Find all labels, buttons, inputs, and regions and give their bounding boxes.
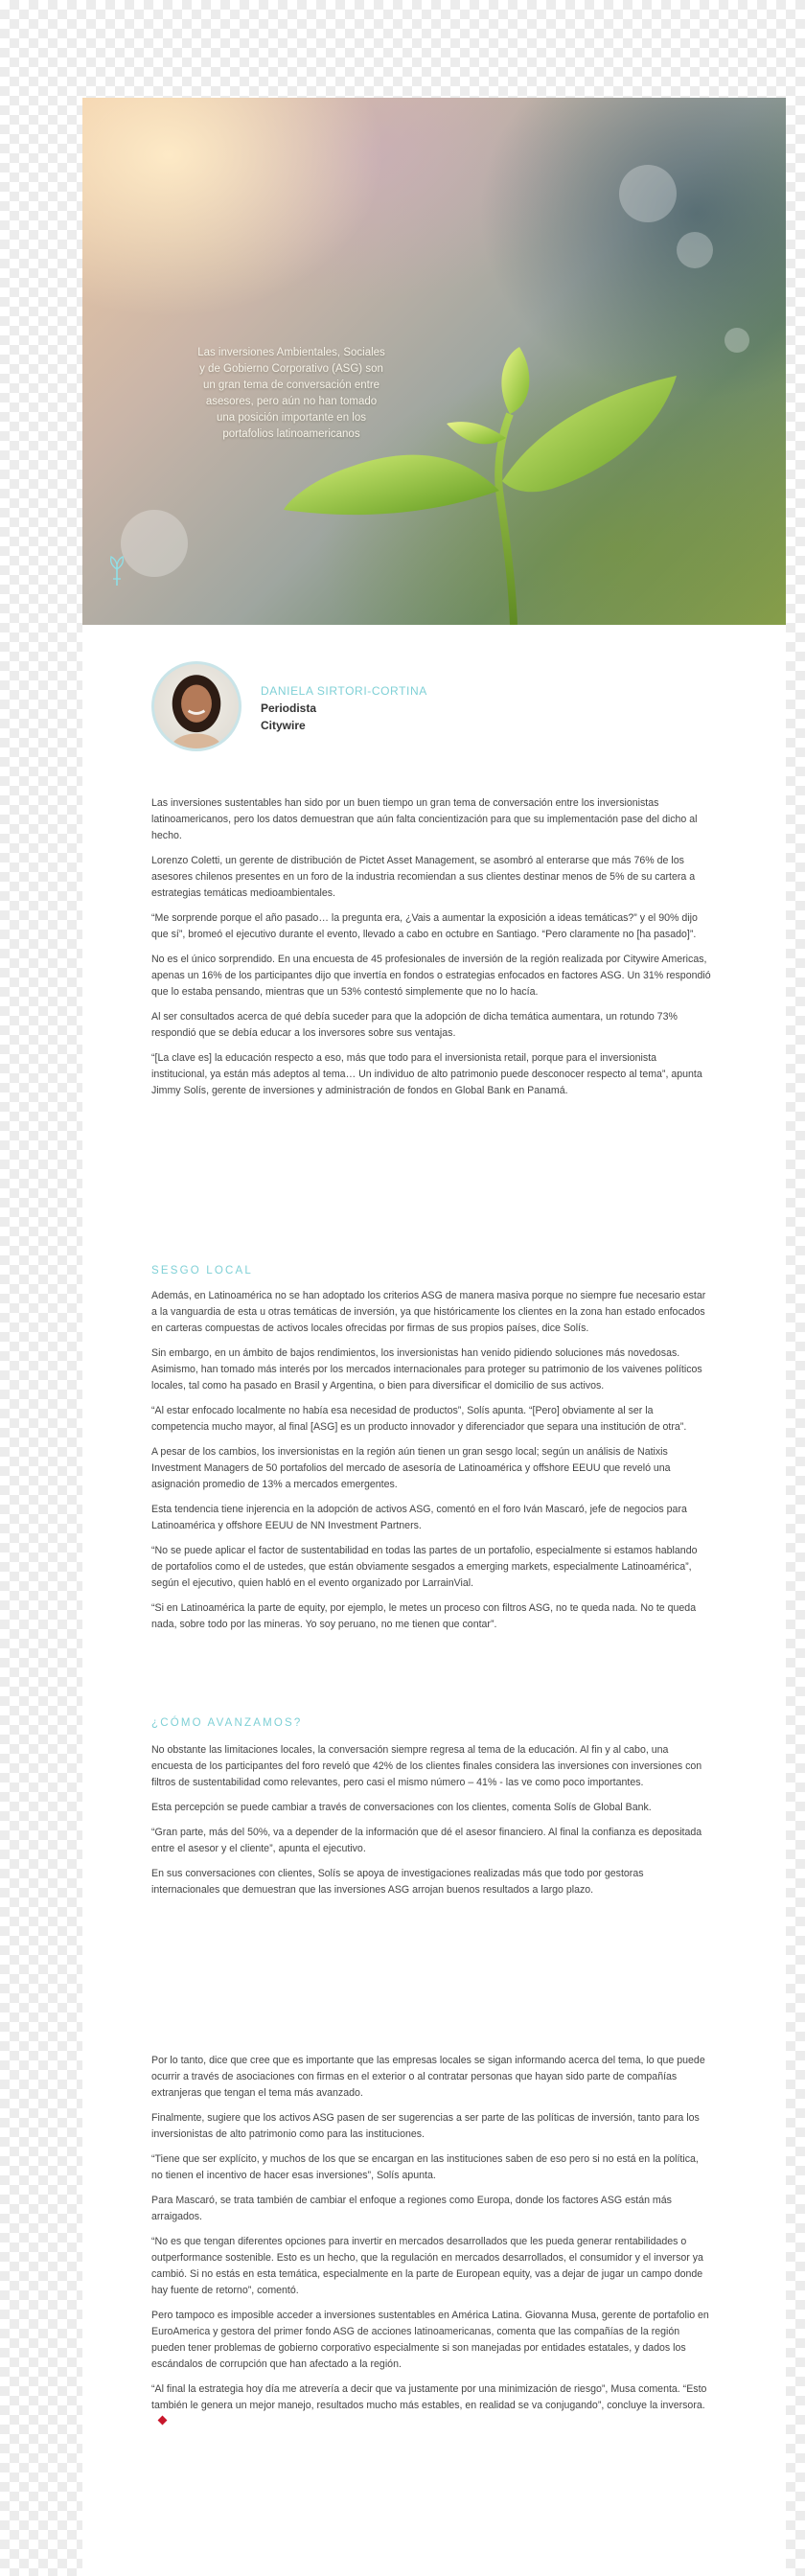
paragraph: No es el único sorprendido. En una encuesta de 45 profesionales de inversión de la región realizada por Citywire Americas, apenas un 16% de los participantes dijo que invertía en fondos o estrategias enfocados en factores ASG. Un 31% respondió que lo estaba pensando, mientras que un 53% contestó simplemente que no lo hacía.: [151, 954, 711, 998]
section-local-bias: [151, 1288, 711, 1642]
paragraph: Además, en Latinoamérica no se han adoptado los criterios ASG de manera masiva porque no siempre fue necesario estar a la vanguardia de esta u otras temáticas de inversión, ya que históricamente los clientes en la zona han estado enfocados en carteras compuestas de activos locales ofrecidas por firmas de sus propios países, dice Solís.: [151, 1290, 706, 1334]
paragraph: “No se puede aplicar el factor de sustentabilidad en todas las partes de un portafolio, especialmente si estamos hablando de portafolios como el de ustedes, que están obviamente sesgados a emerging markets, especialmente Latinoamérica”, según el ejecutivo, quien habló en el evento organizado por LarrainVial.: [151, 1545, 698, 1589]
paragraph: “Tiene que ser explícito, y muchos de los que se encargan en las instituciones saben de eso pero si no está en la política, no tienen el incentivo de hacer esas inversiones”, Solís apunta.: [151, 2153, 699, 2181]
paragraph: Al ser consultados acerca de qué debía suceder para que la adopción de dicha temática aumentara, un rotundo 73% respondió que se debía educar a los inversores sobre sus ventajas.: [151, 1011, 678, 1039]
leaf-logo-icon: [107, 556, 126, 586]
author-outlet: Citywire: [261, 719, 306, 732]
paragraph: “No es que tengan diferentes opciones para invertir en mercados desarrollados que les pueda generar rentabilidades o outperformance sostenible. Esto es un hecho, que la regulación en mercados desarrollados, el consumidor y el inversor ya cambió. Si no estás en esta temática, especialmente en la parte de European equity, vas a dejar de jugar un campo donde hay fuente de retorno”, comentó.: [151, 2236, 703, 2296]
paragraph: Para Mascaró, se trata también de cambiar el enfoque a regiones como Europa, donde los factores ASG están más arraigados.: [151, 2195, 672, 2222]
article-page: [82, 98, 786, 2576]
paragraph: Pero tampoco es imposible acceder a inversiones sustentables en América Latina. Giovanna Musa, gerente de portafolio en EuroAmerica y gestora del primer fondo ASG de acciones latinoamericanas, comenta que las compañías de la región pueden tener problemas de gobierno corporativo especialmente si son manejadas por entidades estatales, y dados los escándalos de corrupción que han afectado a la región.: [151, 2310, 709, 2370]
paragraph: Finalmente, sugiere que los activos ASG pasen de ser sugerencias a ser parte de las políticas de inversión, tanto para los inversionistas de alto patrimonio como para las instituciones.: [151, 2112, 700, 2140]
article-intro: [151, 795, 711, 1108]
paragraph: A pesar de los cambios, los inversionistas en la región aún tienen un gran sesgo local; según un análisis de Natixis Investment Managers de 50 portafolios del mercado de asesoría de Latinoamérica y offshore EEUU que reveló una asignación promedio de 13% a mercados emergentes.: [151, 1446, 671, 1490]
author-role: Periodista: [261, 702, 317, 715]
paragraph: En sus conversaciones con clientes, Solís se apoya de investigaciones realizadas más que todo por gestoras internacionales que demuestran que las inversiones ASG arrojan buenos resultados a largo plazo.: [151, 1868, 644, 1896]
article-closing: [151, 2053, 711, 2439]
hero-banner: [82, 98, 786, 625]
bokeh-light: [677, 232, 713, 268]
author-name: DANIELA SIRTORI-CORTINA: [261, 684, 427, 698]
paragraph: “Al estar enfocado localmente no había esa necesidad de productos”, Solís apunta. “[Pero] obviamente al ser la competencia mucho mayor, al final [ASG] es un producto innovador y diferenciador que separa una institución de otra”.: [151, 1405, 687, 1433]
paragraph: No obstante las limitaciones locales, la conversación siempre regresa al tema de la educación. Al fin y al cabo, una encuesta de los participantes del foro reveló que 42% de los clientes finales considera las inversiones con inversiones con filtros de sustentabilidad como relevantes, pero casi el mismo número – 41% - las ve como poco importantes.: [151, 1744, 702, 1788]
paragraph-final: [151, 2381, 711, 2430]
paragraph: “[La clave es] la educación respecto a eso, más que todo para el inversionista retail, porque para el inversionista institucional, ya están más adeptos al tema… Un individuo de alto patrimonio puede desconocer respecto al tema”, apunta Jimmy Solís, gerente de inversiones y administración de fondos en Global Bank en Panamá.: [151, 1052, 702, 1096]
section-how-to-advance: [151, 1742, 711, 1907]
paragraph: Por lo tanto, dice que cree que es importante que las empresas locales se sigan informando acerca del tema, lo que puede ocurrir a través de asociaciones con firmas en el exterior o al contratar personas que hayan sido parte de compañías extranjeras que tengan el tema más avanzado.: [151, 2055, 705, 2099]
section-heading: ¿CÓMO AVANZAMOS?: [151, 1717, 303, 1729]
section-heading: SESGO LOCAL: [151, 1265, 254, 1276]
bokeh-light: [121, 510, 188, 577]
bokeh-light: [619, 165, 677, 222]
paragraph: Esta tendencia tiene injerencia en la adopción de activos ASG, comentó en el foro Iván Mascaró, jefe de negocios para Latinoamérica y offshore EEUU de NN Investment Partners.: [151, 1504, 687, 1531]
paragraph: “Si en Latinoamérica la parte de equity, por ejemplo, le metes un proceso con filtros ASG, no te queda nada. No te queda nada, sobre todo por las mineras. Yo soy peruano, no me tienen que contar”.: [151, 1602, 697, 1630]
paragraph: Esta percepción se puede cambiar a través de conversaciones con los clientes, comenta Solís de Global Bank.: [151, 1802, 652, 1813]
paragraph: “Me sorprende porque el año pasado… la pregunta era, ¿Vais a aumentar la exposición a ideas temáticas?” y el 90% dijo que sí”, bromeó el ejecutivo durante el evento, llevado a cabo en octubre en Santiago. “Pero claramente no [ha pasado]”.: [151, 912, 698, 940]
end-mark-icon: [158, 2416, 168, 2426]
author-photo: [154, 664, 239, 748]
paragraph: Sin embargo, en un ámbito de bajos rendimientos, los inversionistas han venido pidiendo soluciones más novedosas. Asimismo, han tomado más interés por los mercados internacionales para proteger su patrimonio de los vaivenes políticos locales, tal como ha pasado en Brasil y Argentina, o bien para diversificar el domicilio de sus activos.: [151, 1347, 702, 1392]
final-text: “Al final la estrategia hoy día me atrevería a decir que va justamente por una minimización de riesgo”, Musa comenta. “Esto también le genera un mejor manejo, resultados mucho más estables, en realidad se va conjugando”, concluye la inversora.: [151, 2383, 707, 2411]
paragraph: “Gran parte, más del 50%, va a depender de la información que dé el asesor financiero. Al final la confianza es depositada entre el asesor y el cliente”, apunta el ejecutivo.: [151, 1827, 702, 1854]
hero-quote: Las inversiones Ambientales, Sociales y de Gobierno Corporativo (ASG) son un gran tema de conversación entre asesores, pero aún no han tomado una posición importante en los portafolios latinoamericanos: [197, 347, 385, 440]
paragraph: Lorenzo Coletti, un gerente de distribución de Pictet Asset Management, se asombró al enterarse que más 76% de los asesores chilenos presentes en un foro de la industria recomiendan a sus clientes destinar menos de 5% de su cartera a estrategias temáticas medioambientales.: [151, 855, 696, 899]
author-avatar: [151, 661, 242, 751]
author-card: [151, 661, 535, 761]
paragraph: Las inversiones sustentables han sido por un buen tiempo un gran tema de conversación entre los inversionistas latinoamericanos, pero los datos demuestran que aún falta concientización para que su implementación pase del dicho al hecho.: [151, 797, 698, 841]
